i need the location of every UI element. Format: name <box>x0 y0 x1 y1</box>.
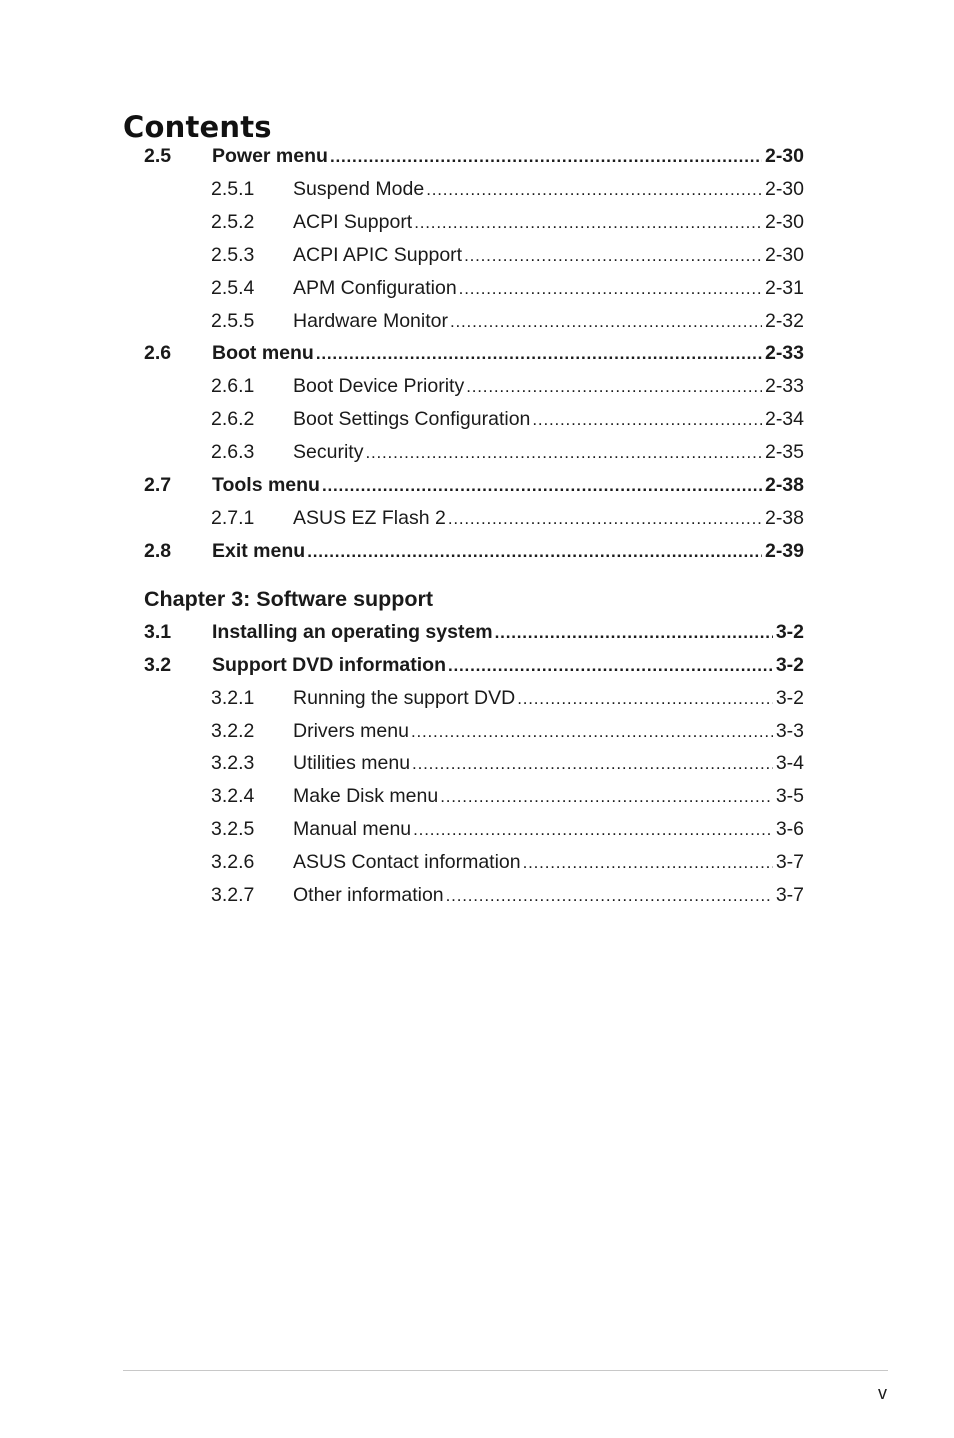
toc-entry-label: Security <box>293 441 364 464</box>
toc-entry-page: 2-34 <box>764 408 804 431</box>
toc-entry[interactable] <box>0 144 954 168</box>
toc-entry-number: 3.1 <box>144 621 172 643</box>
toc-entry-page: 2-30 <box>764 210 804 233</box>
toc-entry-number: 2.6.1 <box>211 375 255 398</box>
dot-leader <box>459 277 762 301</box>
toc-entry[interactable] <box>0 374 954 398</box>
dot-leader <box>466 375 762 399</box>
toc-entry[interactable] <box>0 850 954 874</box>
toc-entry-number: 3.2.6 <box>211 850 255 873</box>
dot-leader <box>517 687 773 711</box>
toc-entry-number: 2.5.5 <box>211 309 255 332</box>
toc-entry-line <box>293 719 804 744</box>
toc-entry-page: 2-39 <box>764 539 804 562</box>
toc-entry-page: 2-33 <box>764 375 804 398</box>
toc-entry-line <box>212 473 804 498</box>
toc-entry-number: 3.2.4 <box>211 785 255 808</box>
toc-entry-number: 2.7.1 <box>211 506 255 529</box>
toc-entry-line <box>212 620 804 645</box>
toc-entry-number: 2.6.3 <box>211 441 255 464</box>
footer-divider <box>123 1370 888 1371</box>
toc-entry-line <box>293 883 804 908</box>
toc-entry-label: Boot Settings Configuration <box>293 408 531 431</box>
toc-entry-label: Drivers menu <box>293 719 409 742</box>
toc-entry-label: Hardware Monitor <box>293 309 448 332</box>
toc-entry[interactable] <box>0 883 954 907</box>
toc-entry-number: 2.5.1 <box>211 177 255 200</box>
toc-entry-label: Manual menu <box>293 818 412 841</box>
toc-entry-page: 3-2 <box>775 686 804 709</box>
dot-leader <box>523 851 773 875</box>
toc-entry[interactable] <box>0 817 954 841</box>
toc-entry[interactable] <box>0 276 954 300</box>
dot-leader <box>413 818 773 842</box>
toc-entry-page: 3-3 <box>775 719 804 742</box>
toc-entry-page: 2-32 <box>764 309 804 332</box>
toc-entry-page: 2-31 <box>764 276 804 299</box>
toc-entry-number: 3.2 <box>144 653 172 676</box>
toc-entry-page: 3-4 <box>775 752 804 775</box>
toc-entry-label: Other information <box>293 883 444 906</box>
toc-entry-page: 2-30 <box>764 177 804 200</box>
toc-entry-line <box>212 341 804 366</box>
toc-entry-page: 2-38 <box>764 506 804 529</box>
dot-leader <box>412 752 773 776</box>
toc-entry-line <box>212 539 804 564</box>
toc-entry-line <box>293 374 804 399</box>
toc-entry-label: Exit menu <box>212 539 306 562</box>
toc-entry-label: Tools menu <box>212 474 320 496</box>
toc-entry-line <box>293 177 804 202</box>
toc-entry-page: 3-2 <box>775 653 804 676</box>
toc-entry[interactable] <box>0 407 954 431</box>
toc-entry-label: Boot Device Priority <box>293 375 465 398</box>
toc-entry-number: 3.2.1 <box>211 686 255 709</box>
toc-entry[interactable] <box>0 751 954 775</box>
toc-entry-number: 2.6.2 <box>211 408 255 431</box>
dot-leader <box>448 654 773 678</box>
toc-entry-line <box>293 751 804 776</box>
toc-entry[interactable] <box>0 309 954 333</box>
toc-entry[interactable] <box>0 686 954 710</box>
toc-entry[interactable] <box>0 653 954 677</box>
toc-entry-label: ASUS Contact information <box>293 850 521 873</box>
toc-entry[interactable] <box>0 473 954 497</box>
toc-entry-page: 2-30 <box>764 145 804 167</box>
toc-entry-label: ACPI APIC Support <box>293 243 463 266</box>
dot-leader <box>322 474 762 498</box>
toc-entry[interactable] <box>0 719 954 743</box>
toc-entry-line <box>212 653 804 678</box>
toc-entry-number: 2.5 <box>144 145 172 167</box>
toc-entry[interactable] <box>0 440 954 464</box>
dot-leader <box>450 310 762 334</box>
toc-entry-page: 2-33 <box>764 342 804 365</box>
toc-entry[interactable] <box>0 243 954 267</box>
toc-entry-page: 2-30 <box>764 243 804 266</box>
dot-leader <box>330 145 762 169</box>
toc-entry-label: Running the support DVD <box>293 686 516 709</box>
dot-leader <box>464 244 762 268</box>
toc-entry-label: ACPI Support <box>293 210 413 233</box>
page-number: v <box>878 1383 887 1403</box>
dot-leader <box>495 621 773 645</box>
dot-leader <box>316 342 762 366</box>
toc-entry-page: 2-35 <box>764 441 804 464</box>
dot-leader <box>532 408 762 432</box>
toc-entry-line <box>293 440 804 465</box>
toc-entry-number: 3.2.2 <box>211 719 255 742</box>
toc-entry-page: 3-7 <box>775 883 804 906</box>
toc-entry-line <box>293 407 804 432</box>
toc-entry-number: 2.7 <box>144 474 172 496</box>
toc-entry-number: 2.5.4 <box>211 276 255 299</box>
toc-entry[interactable] <box>0 784 954 808</box>
toc-entry[interactable] <box>0 210 954 234</box>
toc-entry-label: Installing an operating system <box>212 621 493 643</box>
toc-entry-page: 3-5 <box>775 785 804 808</box>
dot-leader <box>448 507 762 531</box>
toc-entry-label: Boot menu <box>212 342 314 365</box>
dot-leader <box>446 884 773 908</box>
chapter-heading: Chapter 3: Software support <box>144 587 434 611</box>
toc-entry-number: 3.2.5 <box>211 818 255 841</box>
dot-leader <box>307 540 762 564</box>
toc-entry[interactable] <box>0 177 954 201</box>
dot-leader <box>426 178 762 202</box>
toc-entry-number: 2.8 <box>144 539 172 562</box>
toc-entry-line <box>293 210 804 235</box>
toc-entry[interactable] <box>0 539 954 563</box>
toc-entry-line <box>293 850 804 875</box>
page-title: Contents <box>123 110 272 145</box>
toc-entry[interactable] <box>0 506 954 530</box>
dot-leader <box>440 785 773 809</box>
toc-entry-line <box>293 686 804 711</box>
toc-entry-line <box>293 276 804 301</box>
toc-entry-label: Make Disk menu <box>293 785 439 808</box>
toc-entry-number: 3.2.7 <box>211 883 255 906</box>
toc-entry-line <box>293 506 804 531</box>
toc-entry-label: Power menu <box>212 145 328 167</box>
dot-leader <box>414 211 762 235</box>
dot-leader <box>365 441 762 465</box>
toc-entry-line <box>293 309 804 334</box>
toc-entry-page: 2-38 <box>764 474 804 496</box>
toc-entry-label: Utilities menu <box>293 752 411 775</box>
toc-entry-label: Suspend Mode <box>293 177 425 200</box>
toc-entry-page: 3-2 <box>775 621 804 643</box>
dot-leader <box>411 720 773 744</box>
toc-entry-label: APM Configuration <box>293 276 457 299</box>
toc-entry-number: 3.2.3 <box>211 752 255 775</box>
toc-entry[interactable] <box>0 620 954 644</box>
toc-entry-label: Support DVD information <box>212 653 446 676</box>
toc-entry[interactable] <box>0 341 954 365</box>
toc-entry-page: 3-7 <box>775 850 804 873</box>
toc-entry-line <box>293 784 804 809</box>
toc-entry-line <box>212 144 804 169</box>
toc-entry-label: ASUS EZ Flash 2 <box>293 506 446 529</box>
toc-entry-number: 2.5.2 <box>211 210 255 233</box>
toc-entry-number: 2.5.3 <box>211 243 255 266</box>
toc-entry-number: 2.6 <box>144 342 172 365</box>
toc-entry-page: 3-6 <box>775 818 804 841</box>
toc-entry-line <box>293 817 804 842</box>
toc-entry-line <box>293 243 804 268</box>
